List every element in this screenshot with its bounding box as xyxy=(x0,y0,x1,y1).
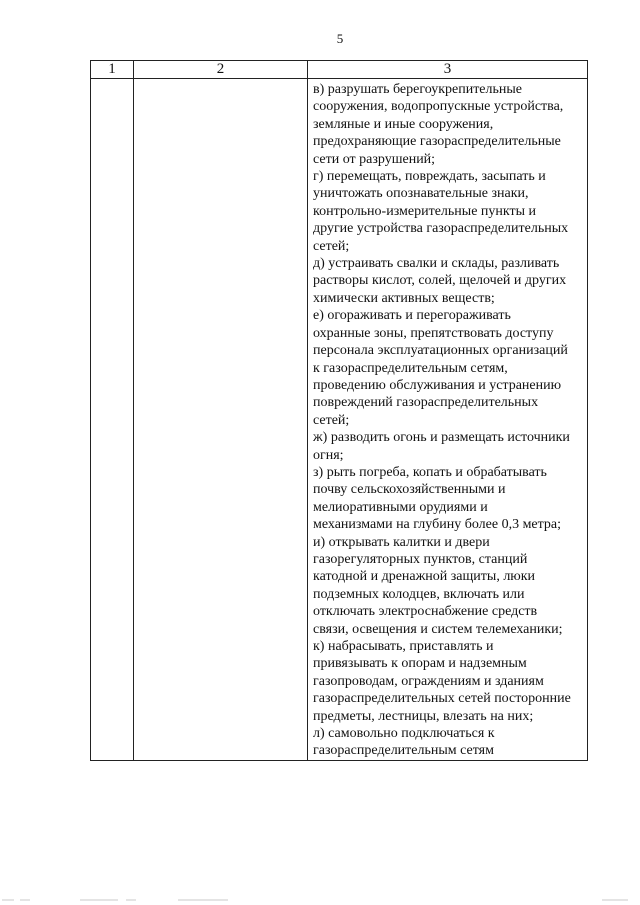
list-item-line: предохраняющие газораспределительные xyxy=(313,134,561,150)
list-item-line: привязывать к опорам и надземным xyxy=(313,656,527,672)
list-item-line: другие устройства газораспределительных xyxy=(313,221,569,237)
column-header-2: 2 xyxy=(134,61,308,79)
prohibition-list xyxy=(308,79,587,760)
list-item-line: проведению обслуживания и устранению xyxy=(313,377,562,393)
scan-edge-marks xyxy=(0,895,640,905)
list-item-line: контрольно-измерительные пункты и xyxy=(313,203,537,219)
list-item-line: почву сельскохозяйственными и xyxy=(313,482,506,498)
list-item-line: е) огораживать и перегораживать xyxy=(313,308,511,324)
list-item-line: отключать электроснабжение средств xyxy=(313,604,538,620)
list-item-line: персонала эксплуатационных организаций xyxy=(313,343,568,359)
list-item-line: газорегуляторных пунктов, станций xyxy=(313,551,528,567)
cell-column-3 xyxy=(308,79,588,761)
list-item-line: газопроводам, ограждениям и зданиям xyxy=(313,673,544,689)
list-item-line: сетей; xyxy=(313,412,350,428)
list-item-line: связи, освещения и систем телемеханики; xyxy=(313,621,563,637)
list-item-line: г) перемещать, повреждать, засыпать и xyxy=(313,169,546,185)
list-item-line: к газораспределительным сетям, xyxy=(313,360,508,376)
list-item-line: мелиоративными орудиями и xyxy=(313,499,488,515)
list-item-line: катодной и дренажной защиты, люки xyxy=(313,569,536,585)
list-item-line: сетей; xyxy=(313,238,350,254)
list-item-line: земляные и иные сооружения, xyxy=(313,116,494,132)
column-header-3: 3 xyxy=(308,61,588,79)
column-header-1: 1 xyxy=(91,61,134,79)
list-item-line: механизмами на глубину более 0,3 метра; xyxy=(313,517,562,533)
table-header-row xyxy=(91,61,588,79)
list-item-line: д) устраивать свалки и склады, разливать xyxy=(313,256,560,272)
list-item-line: и) открывать калитки и двери xyxy=(313,534,490,550)
list-item-line: охранные зоны, препятствовать доступу xyxy=(313,325,554,341)
list-item-line: газораспределительных сетей посторонние xyxy=(313,691,571,707)
list-item-line: предметы, лестницы, влезать на них; xyxy=(313,708,534,724)
list-item-line: подземных колодцев, включать или xyxy=(313,586,525,602)
table-row xyxy=(91,79,588,761)
list-item-line: сооружения, водопропускные устройства, xyxy=(313,99,564,115)
list-item-line: л) самовольно подключаться к xyxy=(313,726,495,742)
list-item-line: повреждений газораспределительных xyxy=(313,395,539,411)
list-item-line: огня; xyxy=(313,447,344,463)
list-item-line: ж) разводить огонь и размещать источники xyxy=(313,430,570,446)
document-table xyxy=(90,60,588,761)
list-item-line: газораспределительным сетям xyxy=(313,743,494,759)
list-item-line: уничтожать опознавательные знаки, xyxy=(313,186,529,202)
list-item-line: химически активных веществ; xyxy=(313,290,495,306)
list-item-line: сети от разрушений; xyxy=(313,151,436,167)
page-number: 5 xyxy=(336,31,344,46)
list-item-line: з) рыть погреба, копать и обрабатывать xyxy=(313,464,547,480)
list-item-line: к) набрасывать, приставлять и xyxy=(313,639,494,654)
list-item-line: растворы кислот, солей, щелочей и других xyxy=(313,273,567,289)
cell-column-1 xyxy=(91,79,134,761)
cell-column-2 xyxy=(134,79,308,761)
list-item-line: в) разрушать берегоукрепительные xyxy=(313,82,523,97)
